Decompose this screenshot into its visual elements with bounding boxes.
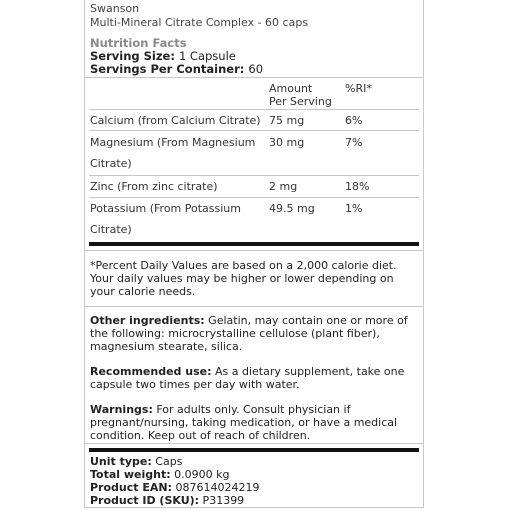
other-ingredients	[90, 314, 418, 353]
thick-divider	[89, 242, 419, 246]
nutrient-amount: 2 mg	[269, 180, 298, 193]
per-serving-header: Per Serving	[269, 95, 332, 108]
servings-label: Servings Per Container:	[90, 62, 245, 76]
product-sku	[90, 494, 418, 507]
serving-size-label: Serving Size:	[90, 49, 175, 63]
product-name: Multi-Mineral Citrate Complex - 60 caps	[90, 16, 309, 29]
table-divider	[89, 109, 419, 110]
warnings	[90, 403, 418, 442]
total-weight-label: Total weight:	[90, 468, 171, 481]
total-weight-value: 0.0900 kg	[170, 468, 230, 481]
total-weight	[90, 468, 418, 481]
nutrient-amount: 30 mg	[269, 136, 305, 149]
nutrient-ri: 18%	[345, 180, 370, 193]
nutrient-ri: 7%	[345, 136, 363, 149]
product-sku-label: Product ID (SKU):	[90, 494, 200, 507]
product-ean	[90, 481, 418, 494]
servings-per-container	[90, 63, 263, 76]
table-divider	[89, 175, 419, 176]
unit-type-label: Unit type:	[90, 455, 152, 468]
thick-divider	[89, 448, 419, 452]
nutrient-amount: 49.5 mg	[269, 202, 315, 215]
nutrient-amount: 75 mg	[269, 114, 305, 127]
nutrient-name-continued: Citrate)	[90, 157, 132, 170]
serving-size-value: 1 Capsule	[178, 49, 236, 63]
nutrient-name: Potassium (From Potassium	[90, 202, 241, 215]
recommended-use-text: As a dietary supplement, take one capsule two times per day with water.	[90, 365, 405, 391]
product-sku-value: P31399	[199, 494, 245, 507]
divider	[85, 77, 423, 78]
warnings-label: Warnings:	[90, 403, 153, 416]
nutrient-ri: 1%	[345, 202, 363, 215]
nutrient-name: Magnesium (From Magnesium	[90, 136, 256, 149]
servings-value: 60	[248, 62, 264, 76]
other-ingredients-text: Gelatin, may contain one or more of the following: microcrystalline cellulose (plant fiber), magnesium stearate, silica.	[90, 314, 408, 353]
amount-header: Amount	[269, 82, 313, 95]
recommended-use	[90, 365, 418, 391]
product-ean-value: 087614024219	[172, 481, 260, 494]
unit-type-value: Caps	[151, 455, 183, 468]
product-ean-label: Product EAN:	[90, 481, 172, 494]
divider	[85, 443, 423, 444]
unit-type	[90, 455, 418, 468]
nutrition-facts-title: Nutrition Facts	[90, 36, 187, 50]
nutrient-ri: 6%	[345, 114, 363, 127]
brand-name: Swanson	[90, 2, 140, 15]
table-divider	[89, 197, 419, 198]
other-ingredients-label: Other ingredients:	[90, 314, 205, 327]
nutrient-name-continued: Citrate)	[90, 223, 132, 236]
nutrient-name: Calcium (from Calcium Citrate)	[90, 114, 261, 127]
warnings-text: For adults only. Consult physician if pregnant/nursing, taking medication, or have a medical condition. Keep out of reach of children.	[90, 403, 398, 442]
nutrient-name: Zinc (From zinc citrate)	[90, 180, 218, 193]
table-divider	[89, 130, 419, 131]
ri-header: %RI*	[345, 82, 372, 95]
recommended-use-label: Recommended use:	[90, 365, 212, 378]
divider	[85, 250, 423, 251]
daily-values-footnote: *Percent Daily Values are based on a 2,000 calorie diet. Your daily values may be higher or lower depending on your calorie needs.	[90, 259, 397, 298]
divider	[85, 306, 423, 307]
nutrition-panel	[84, 0, 424, 508]
